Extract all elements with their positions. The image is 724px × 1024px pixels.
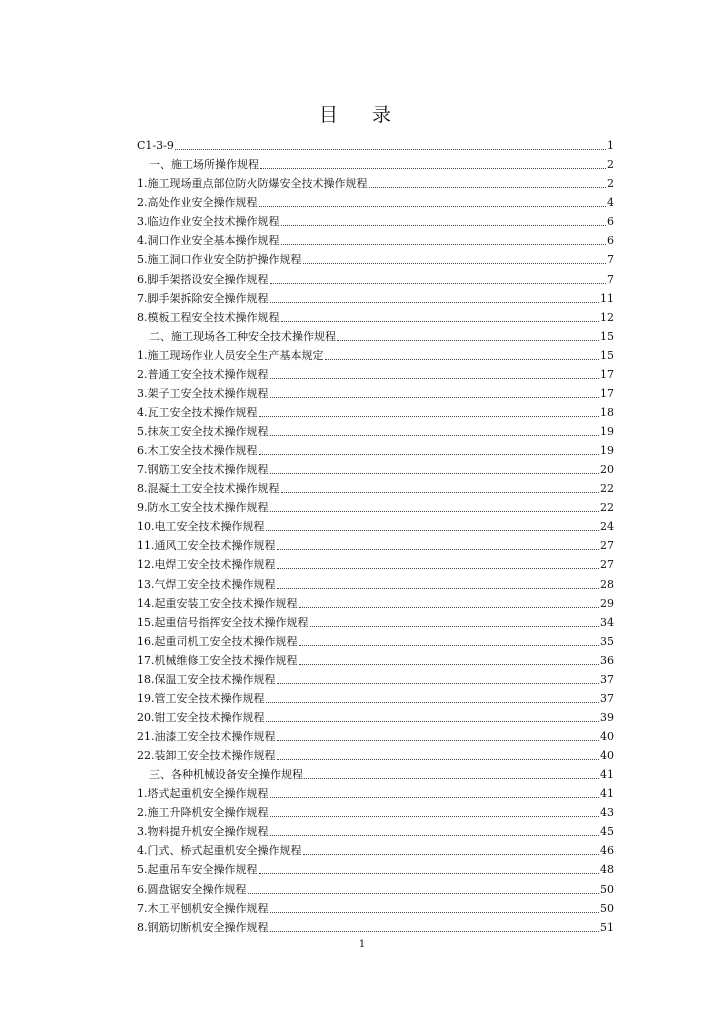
- toc-entry-page: 34: [600, 615, 614, 629]
- toc-entry-label: 6.脚手架搭设安全操作规程: [137, 272, 269, 286]
- toc-entry-label: 14.起重安装工安全技术操作规程: [137, 596, 298, 610]
- dot-leader: [369, 187, 607, 188]
- toc-section-heading[interactable]: [137, 155, 614, 174]
- dot-leader: [259, 454, 600, 455]
- dot-leader: [259, 416, 600, 417]
- dot-leader: [304, 778, 599, 779]
- toc-entry-page: 2: [607, 158, 614, 172]
- toc-entry-label: 8.钢筋切断机安全操作规程: [137, 920, 269, 934]
- toc-entry-page: 6: [607, 234, 614, 248]
- toc-entry-label: 3.物料提升机安全操作规程: [137, 825, 269, 839]
- dot-leader: [303, 854, 600, 855]
- dot-leader: [337, 340, 599, 341]
- toc-entry-page: 7: [607, 253, 614, 267]
- toc-entry-page: 43: [600, 806, 614, 820]
- toc-entry[interactable]: [137, 136, 614, 155]
- dot-leader: [270, 912, 600, 913]
- toc-entry-page: 29: [600, 596, 614, 610]
- toc-entry-label: 13.气焊工安全技术操作规程: [137, 577, 276, 591]
- dot-leader: [281, 321, 600, 322]
- dot-leader: [325, 359, 600, 360]
- dot-leader: [270, 378, 600, 379]
- toc-entry-page: 46: [600, 844, 614, 858]
- toc-entry[interactable]: [137, 517, 614, 536]
- toc-entry[interactable]: [137, 689, 614, 708]
- toc-entry-label: 9.防水工安全技术操作规程: [137, 501, 269, 515]
- toc-entry[interactable]: [137, 289, 614, 308]
- toc-section-heading[interactable]: [137, 327, 614, 346]
- toc-entry-label: 19.管工安全技术操作规程: [137, 691, 265, 705]
- dot-leader: [270, 397, 600, 398]
- toc-entry[interactable]: [137, 403, 614, 422]
- toc-entry-label: 一、施工场所操作规程: [149, 158, 259, 172]
- dot-leader: [281, 244, 607, 245]
- toc-entry-page: 37: [600, 691, 614, 705]
- toc-entry-page: 39: [600, 710, 614, 724]
- toc-entry-page: 15: [600, 329, 614, 343]
- dot-leader: [259, 873, 600, 874]
- toc-entry-page: 1: [607, 139, 614, 153]
- toc-entry-page: 24: [600, 520, 614, 534]
- toc-entry[interactable]: [137, 803, 614, 822]
- toc-entry-label: 17.机械维修工安全技术操作规程: [137, 653, 298, 667]
- toc-entry[interactable]: [137, 308, 614, 327]
- toc-entry-page: 22: [600, 482, 614, 496]
- toc-entry[interactable]: [137, 555, 614, 574]
- toc-entry[interactable]: [137, 708, 614, 727]
- toc-entry-label: 4.门式、桥式起重机安全操作规程: [137, 844, 302, 858]
- dot-leader: [260, 168, 606, 169]
- dot-leader: [270, 435, 600, 436]
- toc-entry[interactable]: [137, 574, 614, 593]
- toc-entry-label: 7.脚手架拆除安全操作规程: [137, 291, 269, 305]
- toc-entry-label: 1.施工现场重点部位防火防爆安全技术操作规程: [137, 177, 368, 191]
- dot-leader: [270, 283, 607, 284]
- toc-entry[interactable]: [137, 174, 614, 193]
- dot-leader: [270, 511, 600, 512]
- toc-entry-page: 40: [600, 730, 614, 743]
- toc-entry-label: 3.架子工安全技术操作规程: [137, 386, 269, 400]
- toc-entry[interactable]: [137, 841, 614, 860]
- toc-entry[interactable]: [137, 670, 614, 689]
- dot-leader: [266, 702, 600, 703]
- toc-entry[interactable]: [137, 746, 614, 765]
- page-title: 目 录: [318, 104, 406, 126]
- toc-entry-label: 20.钳工安全技术操作规程: [137, 710, 265, 724]
- toc-entry-page: 41: [600, 787, 614, 801]
- toc-section-heading[interactable]: [137, 765, 614, 784]
- dot-leader: [281, 492, 600, 493]
- dot-leader: [277, 740, 600, 741]
- toc-entry-page: 35: [600, 634, 614, 648]
- dot-leader: [270, 302, 600, 303]
- toc-entry[interactable]: [137, 422, 614, 441]
- dot-leader: [281, 225, 607, 226]
- toc-entry[interactable]: [137, 384, 614, 403]
- toc-entry-label: 4.瓦工安全技术操作规程: [137, 405, 258, 419]
- toc-entry-label: 5.施工洞口作业安全防护操作规程: [137, 253, 302, 267]
- toc-entry-page: 40: [600, 749, 614, 763]
- dot-leader: [175, 149, 606, 150]
- toc-entry-label: 6.圆盘锯安全操作规程: [137, 882, 247, 896]
- toc-entry-page: 18: [600, 405, 614, 419]
- toc-entry-label: 二、施工现场各工种安全技术操作规程: [149, 329, 336, 343]
- toc-entry[interactable]: [137, 269, 614, 288]
- toc-entry[interactable]: [137, 613, 614, 632]
- toc-entry-label: 11.通风工安全技术操作规程: [137, 539, 276, 553]
- toc-entry-label: 1.施工现场作业人员安全生产基本规定: [137, 348, 324, 362]
- toc-entry-page: 51: [600, 920, 614, 934]
- toc-entry-page: 28: [600, 577, 614, 591]
- toc-entry-page: 27: [600, 558, 614, 572]
- dot-leader: [299, 607, 600, 608]
- dot-leader: [277, 549, 600, 550]
- toc-entry-label: 2.普通工安全技术操作规程: [137, 367, 269, 381]
- toc-entry[interactable]: [137, 860, 614, 879]
- toc-entry[interactable]: [137, 441, 614, 460]
- toc-entry-page: 2: [607, 177, 614, 191]
- toc-entry-label: 18.保温工安全技术操作规程: [137, 672, 276, 686]
- toc-entry[interactable]: [137, 365, 614, 384]
- table-of-contents: [137, 136, 614, 937]
- toc-entry-label: 5.起重吊车安全操作规程: [137, 863, 258, 877]
- toc-entry[interactable]: [137, 346, 614, 365]
- toc-entry[interactable]: [137, 879, 614, 898]
- dot-leader: [310, 626, 600, 627]
- toc-entry[interactable]: [137, 250, 614, 269]
- toc-entry[interactable]: [137, 784, 614, 803]
- toc-entry-page: 50: [600, 882, 614, 896]
- toc-entry-page: 50: [600, 901, 614, 915]
- toc-entry-label: 15.起重信号指挥安全技术操作规程: [137, 615, 309, 629]
- dot-leader: [248, 893, 600, 894]
- toc-entry-label: 16.起重司机工安全技术操作规程: [137, 634, 298, 648]
- dot-leader: [299, 664, 600, 665]
- toc-entry-page: 19: [600, 444, 614, 458]
- dot-leader: [270, 473, 600, 474]
- toc-entry[interactable]: [137, 918, 614, 937]
- toc-entry[interactable]: [137, 822, 614, 841]
- toc-entry-label: 3.临边作业安全技术操作规程: [137, 215, 280, 229]
- dot-leader: [277, 568, 600, 569]
- toc-entry-label: 10.电工安全技术操作规程: [137, 520, 265, 534]
- toc-entry-page: 7: [607, 272, 614, 286]
- toc-entry[interactable]: [137, 231, 614, 250]
- toc-entry-label: 2.高处作业安全操作规程: [137, 196, 258, 210]
- dot-leader: [266, 530, 600, 531]
- toc-entry[interactable]: [137, 899, 614, 918]
- page-number: 1: [358, 939, 366, 950]
- toc-entry-page: 12: [600, 310, 614, 324]
- toc-entry-page: 45: [600, 825, 614, 839]
- toc-entry-label: 6.木工安全技术操作规程: [137, 444, 258, 458]
- toc-entry-page: 22: [600, 501, 614, 515]
- toc-entry[interactable]: [137, 536, 614, 555]
- dot-leader: [270, 835, 600, 836]
- dot-leader: [303, 263, 607, 264]
- toc-entry-page: 27: [600, 539, 614, 553]
- dot-leader: [277, 759, 600, 760]
- toc-entry-page: 20: [600, 463, 614, 477]
- toc-entry-label: 8.模板工程安全技术操作规程: [137, 310, 280, 324]
- toc-entry-page: 4: [607, 196, 614, 210]
- toc-entry-page: 19: [600, 425, 614, 438]
- toc-entry-label: 7.钢筋工安全技术操作规程: [137, 463, 269, 477]
- toc-entry-page: 17: [600, 386, 614, 400]
- toc-entry-label: 22.装卸工安全技术操作规程: [137, 749, 276, 763]
- toc-entry-label: C1-3-9: [137, 139, 174, 153]
- toc-entry-page: 15: [600, 348, 614, 362]
- dot-leader: [270, 816, 600, 817]
- toc-entry[interactable]: [137, 632, 614, 651]
- dot-leader: [266, 721, 600, 722]
- toc-entry[interactable]: [137, 479, 614, 498]
- toc-entry-page: 36: [600, 653, 614, 667]
- toc-entry-page: 17: [600, 367, 614, 381]
- toc-entry-label: 7.木工平刨机安全操作规程: [137, 901, 269, 915]
- toc-entry-label: 2.施工升降机安全操作规程: [137, 806, 269, 820]
- toc-entry-label: 5.抹灰工安全技术操作规程: [137, 425, 269, 438]
- toc-entry-label: 21.油漆工安全技术操作规程: [137, 730, 276, 743]
- toc-entry[interactable]: [137, 651, 614, 670]
- toc-entry-label: 8.混凝土工安全技术操作规程: [137, 482, 280, 496]
- dot-leader: [277, 588, 600, 589]
- dot-leader: [259, 206, 607, 207]
- dot-leader: [277, 683, 600, 684]
- toc-entry-label: 12.电焊工安全技术操作规程: [137, 558, 276, 572]
- toc-entry[interactable]: [137, 498, 614, 517]
- toc-entry-label: 1.塔式起重机安全操作规程: [137, 787, 269, 801]
- toc-entry-page: 6: [607, 215, 614, 229]
- dot-leader: [270, 797, 600, 798]
- toc-entry-label: 三、各种机械设备安全操作规程: [149, 768, 303, 782]
- toc-entry-page: 41: [600, 768, 614, 782]
- toc-entry-label: 4.洞口作业安全基本操作规程: [137, 234, 280, 248]
- toc-entry[interactable]: [137, 212, 614, 231]
- toc-entry[interactable]: [137, 594, 614, 613]
- dot-leader: [270, 931, 600, 932]
- toc-entry[interactable]: [137, 460, 614, 479]
- toc-entry-page: 48: [600, 863, 614, 877]
- toc-entry[interactable]: [137, 727, 614, 746]
- dot-leader: [299, 645, 600, 646]
- toc-entry-page: 11: [600, 291, 614, 305]
- toc-entry[interactable]: [137, 193, 614, 212]
- toc-entry-page: 37: [600, 672, 614, 686]
